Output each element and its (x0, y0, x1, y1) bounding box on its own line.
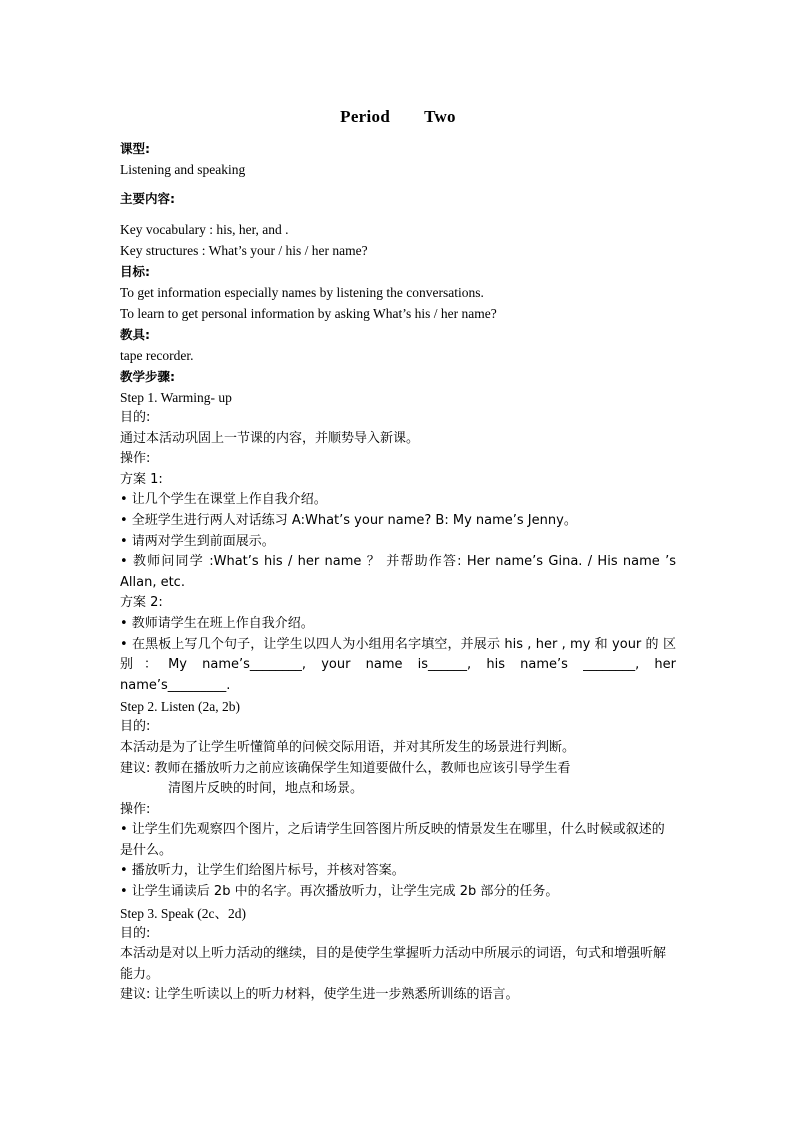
step1-plan2-label: 方案 2: (120, 595, 163, 611)
step1-plan1-item-3: • 请两对学生到前面展示。 (120, 533, 275, 549)
step3-advice: 建议: 让学生听读以上的听力材料，使学生进一步熟悉所训练的语言。 (120, 987, 519, 1003)
goal-line-1: To get information especially names by listening the conversations. (120, 285, 484, 300)
goals-heading: 目标: (120, 264, 150, 279)
step1-ops-label: 操作: (120, 451, 151, 467)
step3-purpose: 本活动是对以上听力活动的继续，目的是使学生掌握听力活动中所展示的词语，句式和增强听解能力。 (120, 946, 667, 982)
key-vocabulary: Key vocabulary : his, her, and . (120, 222, 289, 237)
page-title (120, 106, 676, 128)
step2-advice-line-1: 建议: 教师在播放听力之前应该确保学生知道要做什么，教师也应该引导学生看 (120, 760, 571, 776)
step2-purpose: 本活动是为了让学生听懂简单的问候交际用语，并对其所发生的场景进行判断。 (120, 739, 576, 755)
step2-title: Step 2. Listen (2a, 2b) (120, 699, 240, 715)
step3-title: Step 3. Speak (2c、2d) (120, 905, 246, 921)
step2-ops-label: 操作: (120, 801, 151, 817)
tools-heading: 教具: (120, 327, 150, 342)
step1-plan1-item-4: • 教师问同学 :What’s his / her name ？ 并帮助作答: Her name’s Gina. / His name ’s Allan, etc. (120, 554, 676, 590)
lesson-type-value: Listening and speaking (120, 162, 246, 177)
step3-purpose-label: 目的: (120, 925, 151, 941)
title-word-two: Two (424, 107, 456, 126)
step2-item-3: • 让学生诵读后 2b 中的名字。再次播放听力，让学生完成 2b 部分的任务。 (120, 884, 559, 900)
step1-plan1-item-1: • 让几个学生在课堂上作自我介绍。 (120, 492, 327, 508)
tools-value: tape recorder. (120, 348, 194, 363)
step2-item-1: • 让学生们先观察四个图片，之后请学生回答图片所反映的情景发生在哪里，什么时候或叙述的是什么。 (120, 822, 665, 858)
step2-advice-line-2: 清图片反映的时间，地点和场景。 (168, 781, 364, 797)
goal-line-2: To learn to get personal information by asking What’s his / her name? (120, 306, 497, 321)
step1-purpose: 通过本活动巩固上一节课的内容，并顺势导入新课。 (120, 430, 420, 446)
step1-plan1-label: 方案 1: (120, 471, 163, 487)
step1-title: Step 1. Warming- up (120, 390, 232, 405)
title-word-period: Period (340, 107, 391, 126)
step2-purpose-label: 目的: (120, 719, 151, 735)
step1-plan2-item-2: • 在黑板上写几个句子，让学生以四人为小组用名字填空，并展示 his , her , my 和 your 的 区 别：My name’s________, your name is______, his name’s ________, her name’s_________. (120, 636, 676, 693)
step1-plan1-item-2: • 全班学生进行两人对话练习 A:What’s your name? B: My name’s Jenny。 (120, 512, 577, 528)
document-body (120, 106, 676, 1006)
steps-heading: 教学步骤: (120, 369, 175, 384)
main-content-heading: 主要内容: (120, 191, 175, 206)
step2-item-2: • 播放听力，让学生们给图片标号，并核对答案。 (120, 863, 405, 879)
step1-purpose-label: 目的: (120, 410, 151, 425)
key-structures: Key structures : What’s your / his / her name? (120, 243, 368, 258)
step1-plan2-item-1: • 教师请学生在班上作自我介绍。 (120, 615, 314, 631)
lesson-type-heading: 课型: (120, 141, 150, 156)
